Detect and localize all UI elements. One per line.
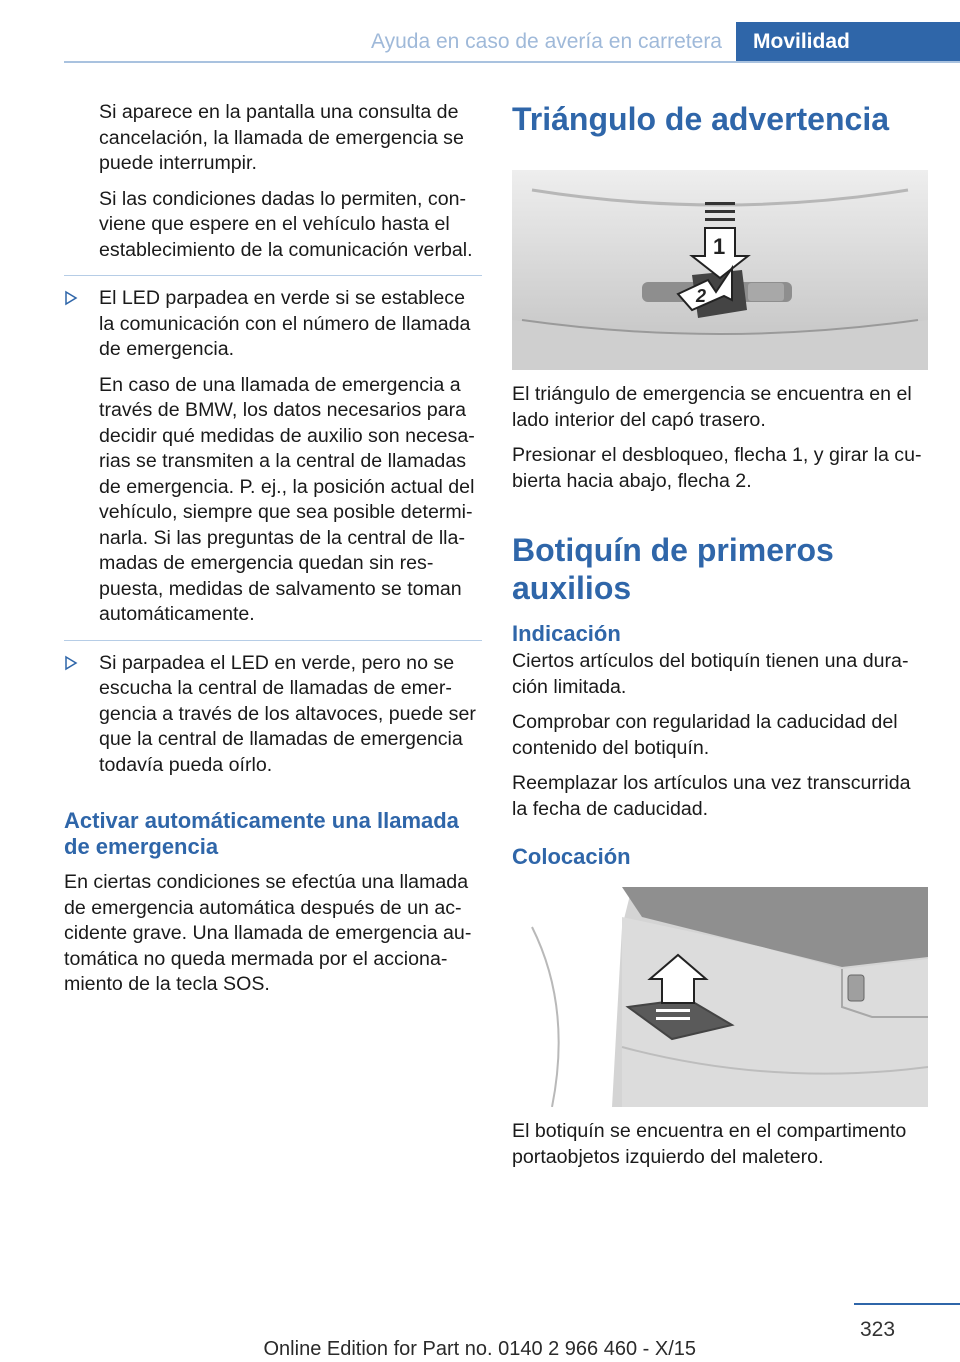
triangle-figure (512, 170, 928, 370)
footer-rule (854, 1303, 960, 1305)
placement-heading: Colocación (512, 844, 631, 869)
note-text-3: Reemplazar los artículos una vez transcurrida la fecha de caducidad. (512, 772, 911, 820)
triangle-text-2: Presionar el desbloqueo, flecha 1, y girar la cubierta hacia abajo, flecha 2. (512, 444, 922, 492)
bullet-text: Si parpadea el LED en verde, pero no se escucha la central de llamadas de emergencia a través de los altavoces, puede ser que la central de llamadas de emergencia todavía pueda oírlo. (99, 651, 476, 776)
bullet-text: El LED parpadea en verde si se establece la comunicación con el número de llamada de emergencia. (99, 287, 471, 360)
right-column (512, 100, 930, 1170)
placement-text: El botiquín se encuentra en el compartimento portaobjetos izquierdo del maletero. (512, 1120, 907, 1168)
page-number: 323 (860, 1318, 896, 1341)
intro-paragraph-2: Si las condiciones dadas lo permiten, conviene que espere en el vehículo hasta el establecimiento de la comunicación verbal. (99, 187, 473, 261)
header-rule (64, 61, 960, 63)
header-section-title: Ayuda en caso de avería en carretera (370, 30, 722, 53)
first-aid-heading: Botiquín de primeros auxilios (512, 532, 834, 606)
arrow-label-2: 2 (696, 286, 707, 306)
bullet-subtext: En caso de una llamada de emergencia a través de BMW, los datos necesarios para decidir qué medidas de auxilio son necesarias se transmiten a la central de llamadas de emergencia. P. ej., la posición actual del vehículo, siempre que sea posible determinarla. Si las preguntas de la central de llamadas de emergencia quedan sin respuesta, medidas de salvamento se toman automáticamente. (99, 373, 475, 625)
left-column (64, 100, 482, 998)
arrow-label-1: 1 (713, 234, 726, 259)
header-chapter-tab (736, 22, 960, 63)
edition-line: Online Edition for Part no. 0140 2 966 460 - X/15 (263, 1338, 697, 1360)
bullet-item (64, 275, 482, 640)
bullet-list (64, 275, 482, 790)
triangle-heading: Triángulo de advertencia (512, 101, 889, 137)
triangle-bullet-icon (64, 652, 78, 674)
trunk-lid-illustration (512, 170, 928, 370)
auto-call-heading: Activar automáticamente una llamada de emergencia (64, 808, 459, 859)
auto-call-text: En ciertas condiciones se efectúa una llamada de emergencia automática después de un accidente grave. Una llamada de emergencia automática no queda mermada por el accionamiento de la tecla SOS. (64, 871, 472, 995)
note-heading: Indicación (512, 621, 621, 646)
note-text-2: Comprobar con regularidad la caducidad del contenido del botiquín. (512, 711, 898, 759)
triangle-bullet-icon (64, 287, 78, 309)
intro-paragraph-1: Si aparece en la pantalla una consulta de cancelación, la llamada de emergencia se puede interrumpir. (99, 101, 464, 174)
bullet-item (64, 640, 482, 791)
header-chapter-label: Movilidad (753, 30, 850, 53)
note-text-1: Ciertos artículos del botiquín tienen una duración limitada. (512, 650, 909, 698)
first-aid-figure (512, 887, 928, 1107)
trunk-compartment-illustration (512, 887, 928, 1107)
triangle-text-1: El triángulo de emergencia se encuentra en el lado interior del capó trasero. (512, 383, 912, 431)
